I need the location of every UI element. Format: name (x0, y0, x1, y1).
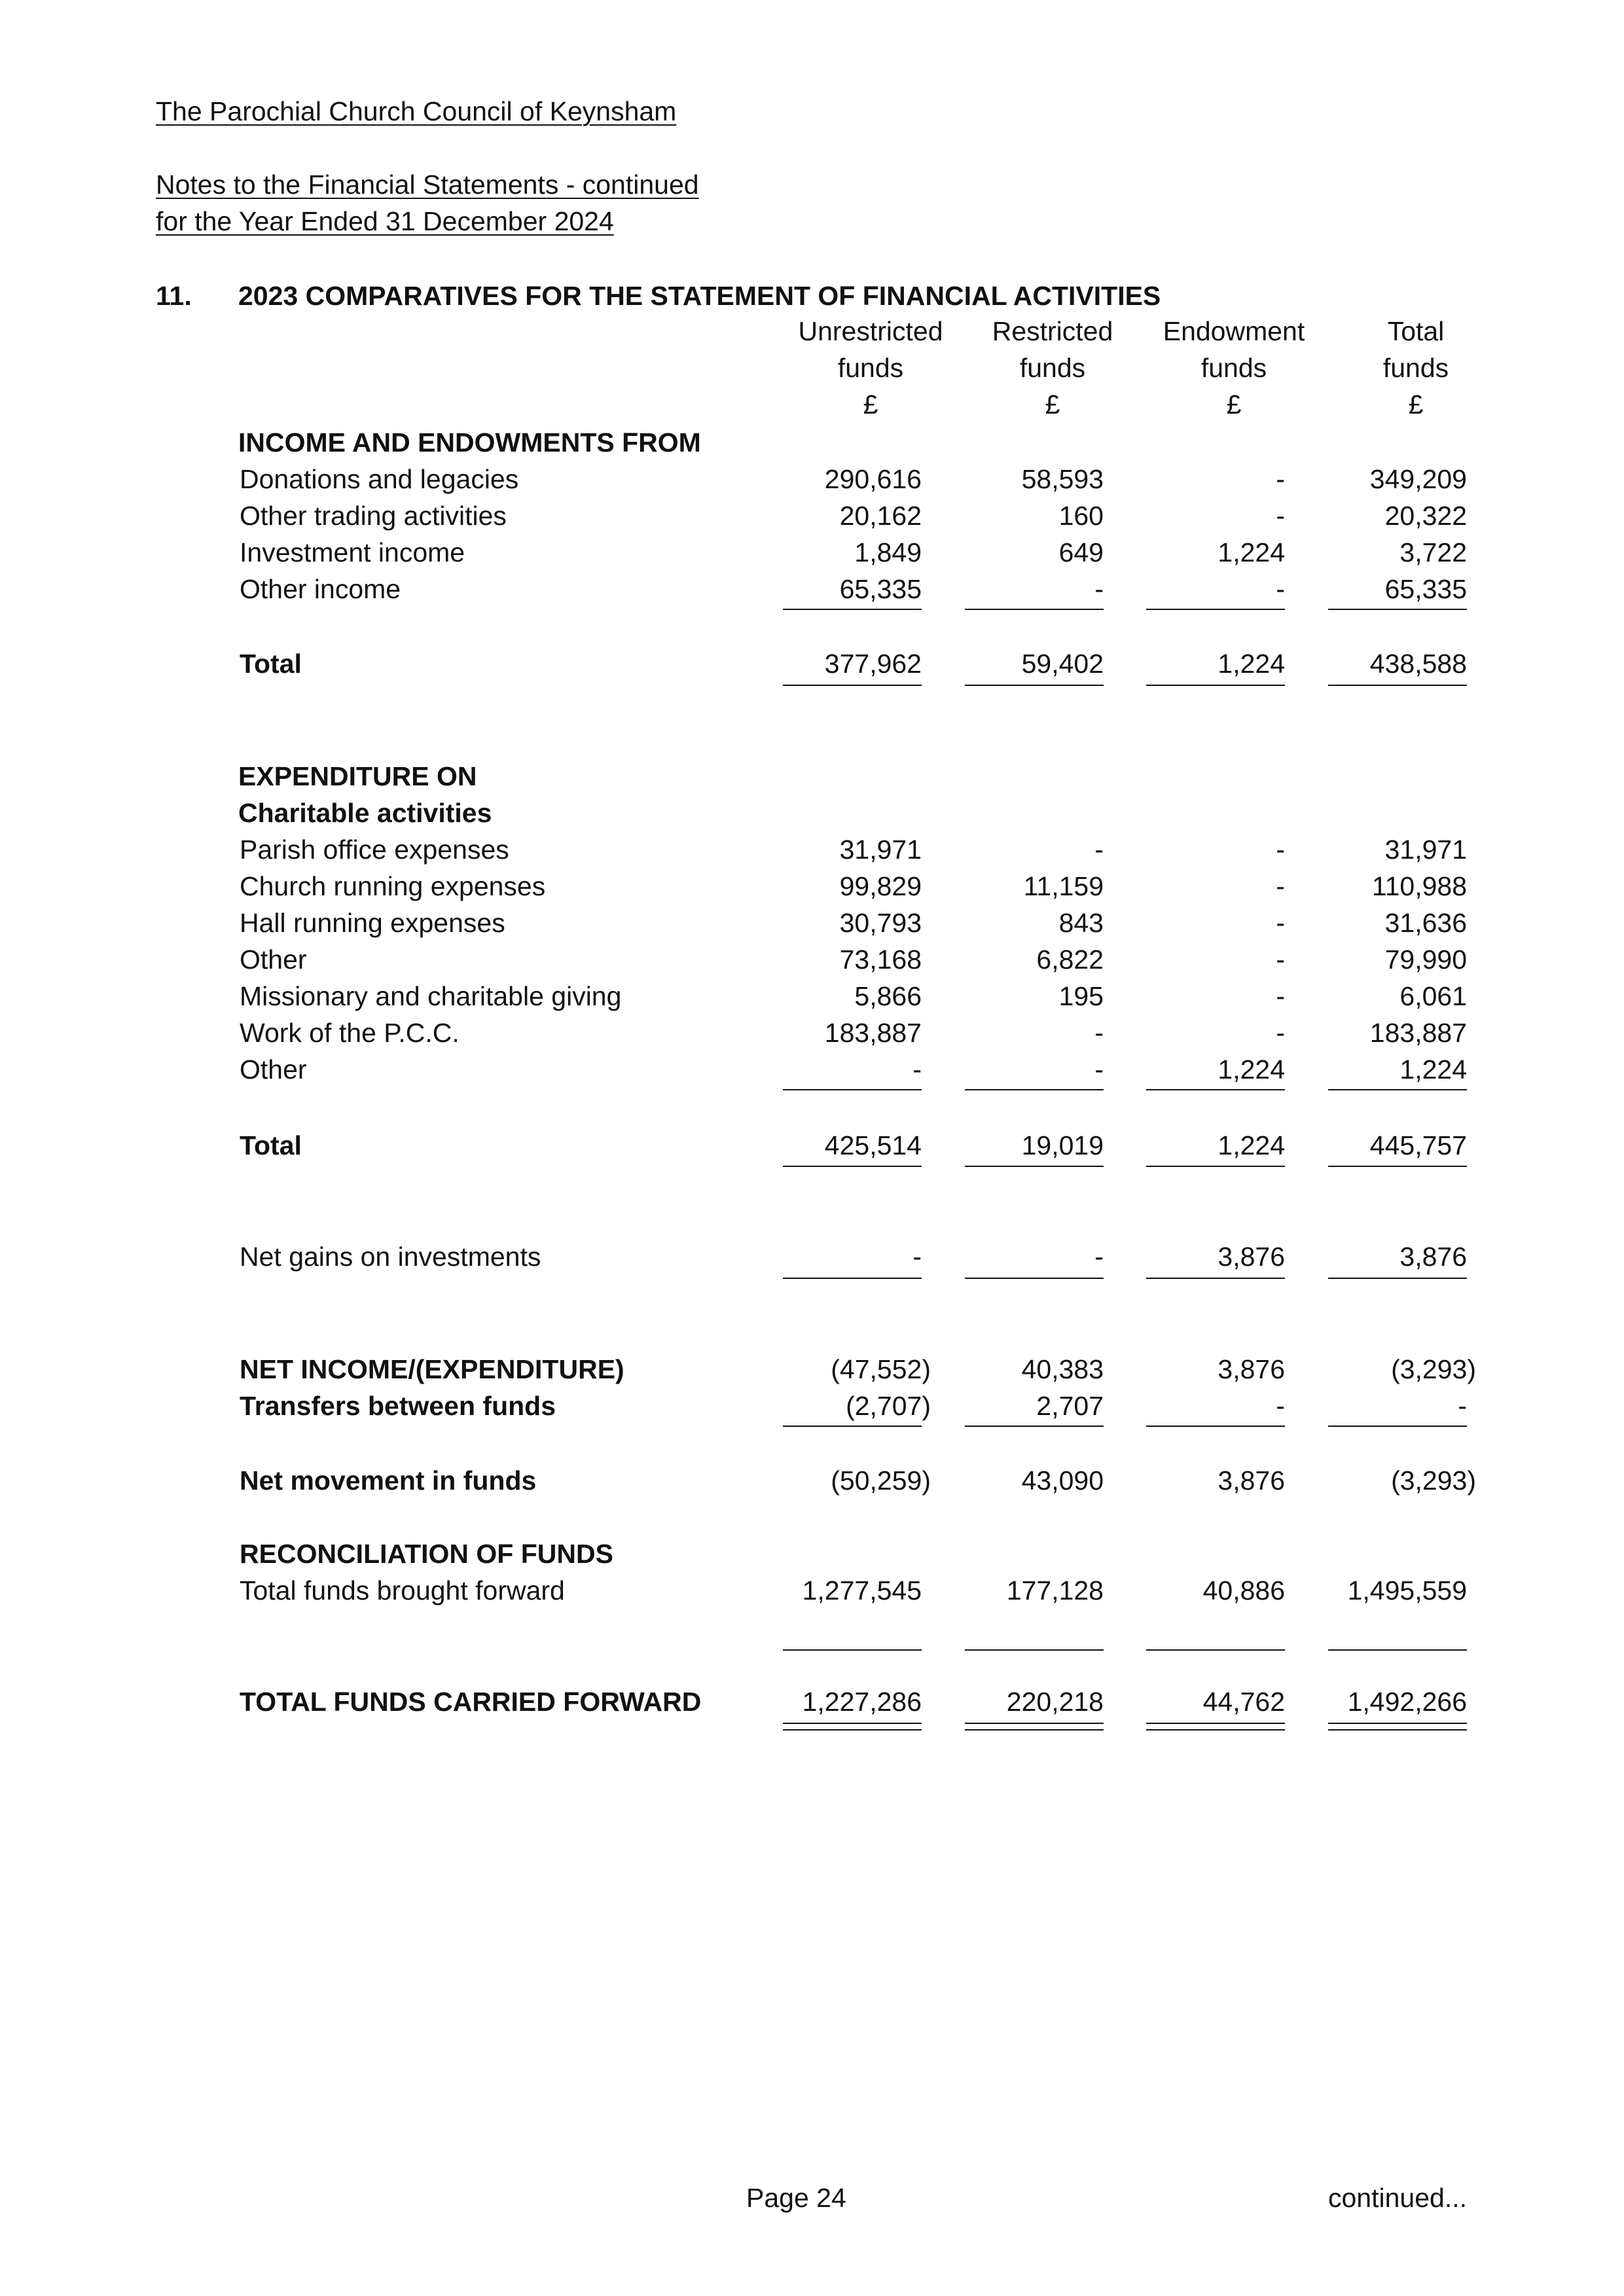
cell-value: - (1094, 574, 1104, 604)
cell-value: 44,762 (1202, 1687, 1285, 1717)
subtotal-rule (783, 609, 922, 610)
total-rule (965, 685, 1104, 686)
subtotal-rule (1328, 609, 1467, 610)
subtotal-rule (965, 609, 1104, 610)
subtotal-rule (1146, 1649, 1285, 1651)
cell-value: 425,514 (824, 1130, 922, 1160)
cell-value: 1,224 (1218, 649, 1285, 679)
column-header-unrestricted: Unrestricted funds £ (798, 316, 943, 420)
total-rule (1328, 1166, 1467, 1167)
row-label: Net gains on investments (240, 1242, 541, 1272)
cell-value: 65,335 (839, 574, 922, 604)
double-rule (783, 1729, 922, 1731)
cell-value: (2,707) (846, 1391, 931, 1421)
notes-title: Notes to the Financial Statements - continued (156, 170, 699, 200)
cell-value: 1,849 (854, 537, 922, 567)
cell-value: - (1094, 1018, 1104, 1048)
total-rule (783, 1166, 922, 1167)
subtotal-rule (1328, 1089, 1467, 1090)
cell-value: 1,224 (1218, 537, 1285, 567)
net-income-label: NET INCOME/(EXPENDITURE) (240, 1354, 624, 1384)
cell-value: - (1094, 1054, 1104, 1085)
double-rule (783, 1723, 922, 1724)
cell-value: 649 (1058, 537, 1104, 567)
subtotal-rule (965, 1649, 1104, 1651)
cell-value: - (1094, 834, 1104, 865)
row-label: Other (240, 944, 307, 975)
cell-value: 58,593 (1021, 464, 1104, 494)
double-rule (965, 1723, 1104, 1724)
subtotal-rule (1146, 1089, 1285, 1090)
cell-value: 445,757 (1369, 1130, 1467, 1160)
row-label: Parish office expenses (240, 834, 509, 865)
cell-value: 438,588 (1369, 649, 1467, 679)
subtotal-rule (1328, 1426, 1467, 1427)
cell-value: - (1276, 908, 1285, 938)
row-label: Other trading activities (240, 501, 507, 531)
row-label: Other (240, 1054, 307, 1085)
cell-value: 1,224 (1218, 1130, 1285, 1160)
cell-value: 31,971 (1384, 834, 1467, 865)
column-header-endowment: Endowment funds £ (1163, 316, 1305, 420)
organisation-name: The Parochial Church Council of Keynsham (156, 96, 677, 126)
transfers-label: Transfers between funds (240, 1391, 556, 1421)
cell-value: 59,402 (1021, 649, 1104, 679)
cell-value: 1,495,559 (1347, 1575, 1467, 1605)
subtotal-rule (965, 1426, 1104, 1427)
subtotal-rule (783, 1278, 922, 1279)
income-total-label: Total (240, 649, 302, 679)
double-rule (1146, 1729, 1285, 1731)
total-rule (965, 1166, 1104, 1167)
row-label: Missionary and charitable giving (240, 981, 622, 1011)
cell-value: 43,090 (1021, 1465, 1104, 1496)
cell-value: - (1276, 1391, 1285, 1421)
cell-value: 3,876 (1399, 1242, 1467, 1272)
cell-value: 160 (1058, 501, 1104, 531)
cell-value: - (1276, 464, 1285, 494)
cell-value: 1,224 (1218, 1054, 1285, 1085)
subtotal-rule (965, 1089, 1104, 1090)
cell-value: (3,293) (1391, 1465, 1476, 1496)
total-rule (1146, 1166, 1285, 1167)
cell-value: 3,876 (1218, 1354, 1285, 1384)
column-header-restricted: Restricted funds £ (992, 316, 1113, 420)
cell-value: 377,962 (824, 649, 922, 679)
cell-value: 73,168 (839, 944, 922, 975)
cell-value: (3,293) (1391, 1354, 1476, 1384)
section-title: 2023 COMPARATIVES FOR THE STATEMENT OF FINANCIAL ACTIVITIES (238, 281, 1161, 311)
cell-value: 177,128 (1006, 1575, 1104, 1605)
cell-value: - (1458, 1391, 1467, 1421)
double-rule (1328, 1729, 1467, 1731)
column-header-total: Total funds £ (1382, 316, 1449, 420)
row-label: Work of the P.C.C. (240, 1018, 460, 1048)
cell-value: 843 (1058, 908, 1104, 938)
cell-value: 1,492,266 (1347, 1687, 1467, 1717)
cell-value: 11,159 (1023, 871, 1104, 901)
cell-value: 3,876 (1218, 1242, 1285, 1272)
carried-forward-label: TOTAL FUNDS CARRIED FORWARD (240, 1687, 702, 1717)
subtotal-rule (965, 1278, 1104, 1279)
row-label: Investment income (240, 537, 465, 567)
subtotal-rule (1146, 1426, 1285, 1427)
subtotal-rule (783, 1426, 922, 1427)
cell-value: 195 (1058, 981, 1104, 1011)
cell-value: 40,383 (1021, 1354, 1104, 1384)
double-rule (1328, 1723, 1467, 1724)
cell-value: - (1276, 501, 1285, 531)
cell-value: - (1276, 834, 1285, 865)
cell-value: 290,616 (824, 464, 922, 494)
cell-value: 31,971 (839, 834, 922, 865)
cell-value: 31,636 (1384, 908, 1467, 938)
cell-value: 6,822 (1036, 944, 1104, 975)
row-label: Church running expenses (240, 871, 546, 901)
cell-value: 30,793 (839, 908, 922, 938)
page-number: Page 24 (746, 2183, 846, 2213)
cell-value: 1,277,545 (802, 1575, 922, 1605)
cell-value: 110,988 (1371, 871, 1467, 901)
cell-value: 65,335 (1384, 574, 1467, 604)
cell-value: (47,552) (831, 1354, 931, 1384)
cell-value: - (1276, 944, 1285, 975)
cell-value: 20,162 (839, 501, 922, 531)
double-rule (1146, 1723, 1285, 1724)
cell-value: 183,887 (1369, 1018, 1467, 1048)
cell-value: 1,227,286 (802, 1687, 922, 1717)
cell-value: 220,218 (1006, 1687, 1104, 1717)
cell-value: 183,887 (824, 1018, 922, 1048)
subtotal-rule (1146, 1278, 1285, 1279)
cell-value: 5,866 (854, 981, 922, 1011)
period-title: for the Year Ended 31 December 2024 (156, 206, 614, 236)
cell-value: 20,322 (1384, 501, 1467, 531)
subtotal-rule (783, 1089, 922, 1090)
cell-value: - (1094, 1242, 1104, 1272)
section-number: 11. (156, 281, 192, 311)
cell-value: (50,259) (831, 1465, 931, 1496)
cell-value: 3,722 (1399, 537, 1467, 567)
subtotal-rule (1146, 609, 1285, 610)
expenditure-subheading: Charitable activities (238, 798, 492, 828)
row-label: Donations and legacies (240, 464, 519, 494)
row-label: Total funds brought forward (240, 1575, 565, 1605)
total-rule (1146, 685, 1285, 686)
row-label: Other income (240, 574, 401, 604)
subtotal-rule (783, 1649, 922, 1651)
row-label: Hall running expenses (240, 908, 505, 938)
cell-value: - (1276, 871, 1285, 901)
cell-value: 40,886 (1202, 1575, 1285, 1605)
cell-value: 79,990 (1384, 944, 1467, 975)
income-heading: INCOME AND ENDOWMENTS FROM (238, 427, 701, 457)
total-rule (1328, 685, 1467, 686)
cell-value: 349,209 (1369, 464, 1467, 494)
cell-value: 3,876 (1218, 1465, 1285, 1496)
continued-text: continued... (1328, 2183, 1467, 2213)
cell-value: 1,224 (1399, 1054, 1467, 1085)
cell-value: 19,019 (1021, 1130, 1104, 1160)
double-rule (965, 1729, 1104, 1731)
expenditure-total-label: Total (240, 1130, 302, 1160)
cell-value: 6,061 (1399, 981, 1467, 1011)
subtotal-rule (1328, 1649, 1467, 1651)
cell-value: 99,829 (839, 871, 922, 901)
reconciliation-heading: RECONCILIATION OF FUNDS (240, 1539, 613, 1569)
cell-value: - (912, 1054, 922, 1085)
expenditure-heading: EXPENDITURE ON (238, 761, 477, 791)
cell-value: 2,707 (1036, 1391, 1104, 1421)
total-rule (783, 685, 922, 686)
net-movement-label: Net movement in funds (240, 1465, 537, 1496)
cell-value: - (912, 1242, 922, 1272)
subtotal-rule (1328, 1278, 1467, 1279)
cell-value: - (1276, 1018, 1285, 1048)
cell-value: - (1276, 574, 1285, 604)
cell-value: - (1276, 981, 1285, 1011)
